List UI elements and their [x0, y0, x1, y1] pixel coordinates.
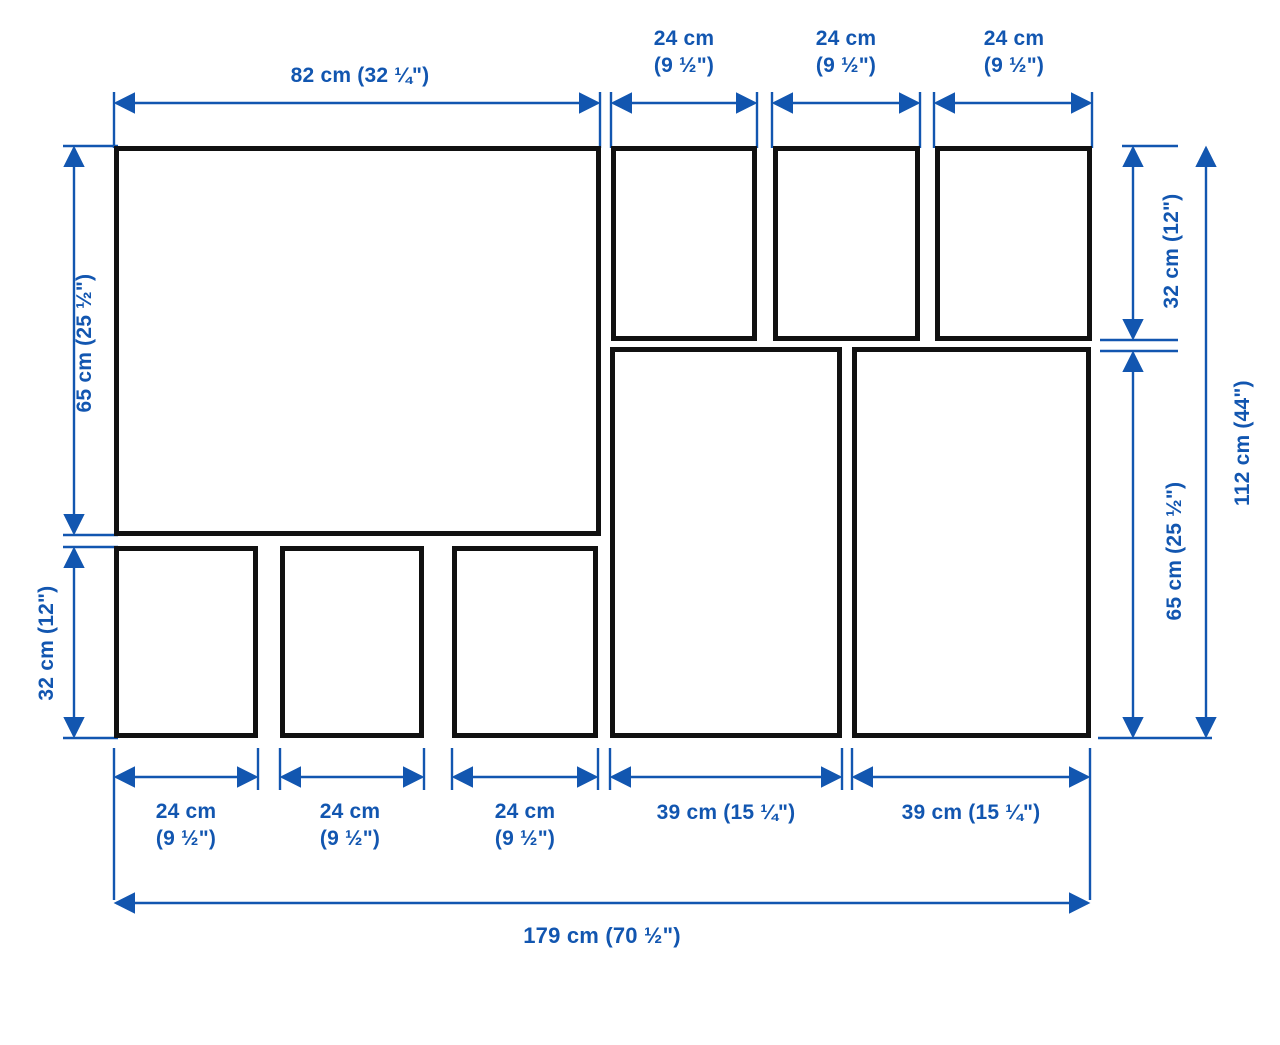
dimension-right-2	[1162, 386, 1188, 716]
dimension-bottom-5-line1: 39 cm (15 ¼")	[901, 801, 1041, 824]
dimension-right-1	[1159, 126, 1185, 376]
dimension-left-2	[34, 518, 60, 768]
dimension-bottom-2	[270, 798, 430, 853]
dimension-top-1	[240, 63, 480, 89]
dimension-top-2-line1: 24 cm	[653, 27, 715, 50]
dimension-top-2-line2: (9 ½")	[653, 54, 715, 78]
dimension-bottom-5	[851, 800, 1091, 826]
dimension-top-4	[934, 25, 1094, 80]
dimension-bottom-3-line1: 24 cm	[494, 800, 556, 823]
dimension-bottom-3-line2: (9 ½")	[494, 827, 556, 851]
dimension-top-3-line1: 24 cm	[815, 27, 877, 50]
dimension-bottom-2-line2: (9 ½")	[319, 827, 381, 851]
frame-large-top-left	[114, 146, 601, 536]
dimension-left-1-label: 65 cm (25 ½")	[72, 273, 96, 413]
dimension-top-1-line1: 82 cm (32 ¼")	[290, 64, 430, 87]
dimension-top-2	[604, 25, 764, 80]
dimension-overall-height	[1230, 278, 1256, 608]
frame-small-top-2	[773, 146, 920, 341]
frame-tall-bottom-2	[852, 347, 1091, 738]
dimension-bottom-2-line1: 24 cm	[319, 800, 381, 823]
dimension-bottom-4-line1: 39 cm (15 ¼")	[656, 801, 796, 824]
dimension-overall-width-label: 179 cm (70 ½")	[523, 923, 681, 948]
frame-tall-bottom-1	[610, 347, 842, 738]
dimension-top-4-line2: (9 ½")	[983, 54, 1045, 78]
dimension-bottom-1-line2: (9 ½")	[155, 827, 217, 851]
frame-small-bottom-2	[280, 546, 424, 738]
dimension-bottom-1	[106, 798, 266, 853]
dimension-left-2-label: 32 cm (12")	[34, 585, 58, 701]
frame-small-top-1	[611, 146, 757, 341]
dimension-right-2-label: 65 cm (25 ½")	[1162, 481, 1186, 621]
frame-small-bottom-3	[452, 546, 598, 738]
dimension-left-1	[72, 173, 98, 513]
frame-small-top-3	[935, 146, 1092, 341]
dimension-top-3-line2: (9 ½")	[815, 54, 877, 78]
dimension-bottom-3	[445, 798, 605, 853]
dimension-bottom-4	[606, 800, 846, 826]
dimension-overall-height-label: 112 cm (44")	[1230, 380, 1254, 506]
dimension-overall-width	[422, 922, 782, 950]
dimension-bottom-1-line1: 24 cm	[155, 800, 217, 823]
dimension-top-4-line1: 24 cm	[983, 27, 1045, 50]
dimension-top-3	[766, 25, 926, 80]
dimension-right-1-label: 32 cm (12")	[1159, 193, 1183, 309]
frame-small-bottom-1	[114, 546, 258, 738]
